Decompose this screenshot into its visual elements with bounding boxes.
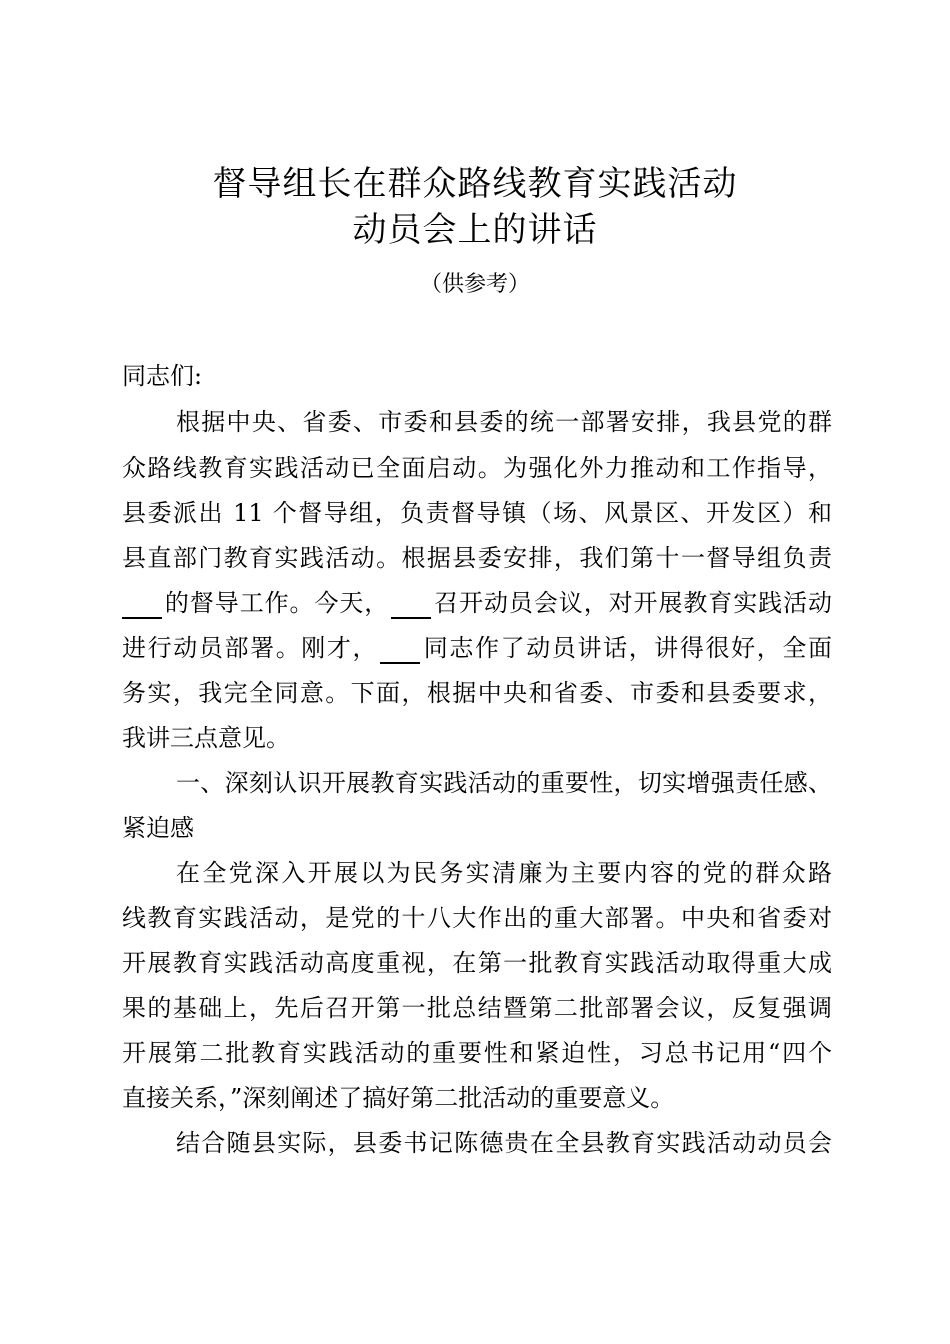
paragraph-1-line-8: 我讲三点意见。 [122,724,290,752]
paragraph-2-line-5: 开展第二批教育实践活动的重要性和紧迫性，习总书记用“四个 [122,1039,832,1067]
paragraph-2-line-2: 线教育实践活动，是党的十八大作出的重大部署。中央和省委对 [122,904,832,932]
paragraph-1-line-3: 县委派出 11 个督导组，负责督导镇（场、风景区、开发区）和 [122,499,832,527]
paragraph-1-line-2: 众路线教育实践活动已全面启动。为强化外力推动和工作指导， [122,454,832,482]
paragraph-1-line-6-part-b: 同志作了动员讲话，讲得很好，全面 [422,634,833,662]
section-1-heading-line-1: 一、深刻认识开展教育实践活动的重要性，切实增强责任感、 [176,769,832,797]
document-title-line-1: 督导组长在群众路线教育实践活动 [212,164,738,204]
blank-fill-line [391,589,431,619]
paragraph-2-line-3: 开展教育实践活动高度重视，在第一批教育实践活动取得重大成 [122,949,832,977]
salutation: 同志们: [122,362,203,390]
blank-fill-line [122,589,162,619]
document-title-line-2: 动员会上的讲话 [352,210,598,250]
paragraph-1-line-5-part-a: 的督导工作。今天， [164,589,390,617]
paragraph-1-line-5-part-b: 召开动员会议，对开展教育实践活动 [433,589,833,617]
document-subtitle: （供参考） [419,272,530,297]
paragraph-2-line-4: 果的基础上，先后召开第一批总结暨第二批部署会议，反复强调 [122,994,832,1022]
paragraph-1-line-1: 根据中央、省委、市委和县委的统一部署安排，我县党的群 [176,408,832,436]
paragraph-2-line-1: 在全党深入开展以为民务实清廉为主要内容的党的群众路 [176,859,832,887]
paragraph-1-line-6-part-a: 进行动员部署。刚才， [122,634,379,662]
paragraph-1-line-6 [122,632,832,664]
paragraph-3-line-1: 结合随县实际，县委书记陈德贵在全县教育实践活动动员会 [176,1129,832,1157]
paragraph-1-line-5 [122,587,832,619]
section-1-heading-line-2: 紧迫感 [122,814,194,842]
paragraph-2-line-6: 直接关系，”深刻阐述了搞好第二批活动的重要意义。 [122,1084,675,1112]
paragraph-1-line-7: 务实，我完全同意。下面，根据中央和省委、市委和县委要求， [122,679,832,707]
paragraph-1-line-4: 县直部门教育实践活动。根据县委安排，我们第十一督导组负责 [122,544,832,572]
blank-fill-line [380,634,420,664]
